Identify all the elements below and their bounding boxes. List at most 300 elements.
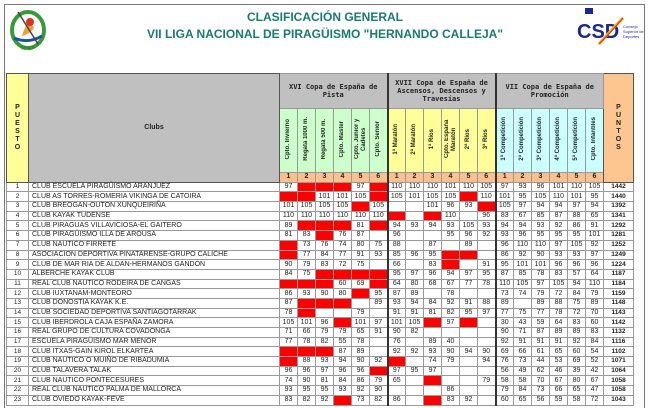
score-cell: 96 [316, 318, 334, 328]
score-cell: 105 [280, 318, 298, 328]
score-cell: 65 [388, 376, 406, 386]
excluded-score-cell [370, 221, 388, 231]
position-cell: 3 [7, 202, 29, 212]
score-cell: 88 [568, 211, 586, 221]
score-cell [424, 289, 442, 299]
score-cell: 95 [460, 308, 478, 318]
points-cell: 1143 [604, 308, 634, 318]
score-cell: 97 [280, 182, 298, 192]
score-cell [406, 260, 424, 270]
score-cell: 83 [424, 260, 442, 270]
score-cell: 95 [316, 386, 334, 396]
score-cell: 95 [442, 231, 460, 241]
score-cell: 82 [298, 395, 316, 405]
score-cell: 76 [496, 357, 514, 367]
club-name-cell: CLUB OVIEDO KAYAK-FEVE [29, 395, 280, 405]
score-cell: 78 [442, 289, 460, 299]
score-cell: 74 [280, 376, 298, 386]
score-cell: 76 [316, 240, 334, 250]
position-cell: 6 [7, 231, 29, 241]
event-number: 3 [316, 173, 334, 183]
event-number: 6 [478, 173, 496, 183]
score-cell: 82 [442, 308, 460, 318]
score-cell: 90 [478, 347, 496, 357]
score-cell: 94 [460, 347, 478, 357]
score-cell: 69 [568, 357, 586, 367]
excluded-score-cell [442, 250, 460, 260]
score-cell [352, 298, 370, 308]
event-header [478, 109, 496, 173]
score-cell: 97 [532, 279, 550, 289]
puntos-label: P U N T O S [615, 103, 622, 151]
score-cell: 89 [532, 298, 550, 308]
score-cell: 58 [568, 395, 586, 405]
score-cell: 86 [568, 221, 586, 231]
score-cell: 101 [586, 231, 604, 241]
event-header [334, 109, 352, 173]
event-header-label: Regata 1000 m. [303, 117, 309, 161]
event-header-label: Cpto. Infantiles [591, 117, 597, 161]
excluded-score-cell [424, 376, 442, 386]
position-cell: 21 [7, 376, 29, 386]
score-cell: 96 [352, 366, 370, 376]
score-cell: 65 [568, 386, 586, 396]
position-cell: 14 [7, 308, 29, 318]
score-cell: 89 [586, 298, 604, 308]
score-cell: 93 [388, 298, 406, 308]
score-cell: 91 [352, 250, 370, 260]
score-cell: 77 [460, 279, 478, 289]
score-cell: 82 [316, 337, 334, 347]
table-row [7, 347, 634, 357]
table-row [7, 260, 634, 270]
points-cell: 1159 [604, 289, 634, 299]
score-cell: 89 [424, 337, 442, 347]
score-cell: 89 [280, 221, 298, 231]
event-header-label: Regata 500 m. [321, 118, 327, 160]
score-cell: 85 [532, 211, 550, 221]
score-cell: 92 [496, 337, 514, 347]
score-cell: 64 [388, 279, 406, 289]
score-cell: 72 [568, 308, 586, 318]
score-cell: 75 [352, 260, 370, 270]
score-cell: 105 [352, 192, 370, 202]
score-cell: 65 [550, 347, 568, 357]
score-cell: 83 [298, 231, 316, 241]
puesto-header [7, 74, 29, 183]
club-name-cell: CLUB PIRAGÜISMO ILLA DE AROUSA [29, 231, 280, 241]
event-header-label: Cpto. España Maratón [443, 119, 457, 159]
score-cell [478, 395, 496, 405]
score-cell: 110 [298, 211, 316, 221]
puntos-header [604, 74, 634, 183]
excluded-score-cell [424, 318, 442, 328]
score-cell: 67 [586, 376, 604, 386]
event-number: 2 [514, 173, 532, 183]
score-cell [478, 289, 496, 299]
table-row [7, 269, 634, 279]
score-cell: 97 [496, 182, 514, 192]
table-row [7, 318, 634, 328]
table-row [7, 289, 634, 299]
score-cell: 97 [352, 182, 370, 192]
points-cell: 1440 [604, 192, 634, 202]
score-cell: 79 [586, 289, 604, 299]
score-cell: 84 [334, 376, 352, 386]
score-cell: 79 [532, 289, 550, 299]
event-header [550, 109, 568, 173]
position-cell: 9 [7, 260, 29, 270]
excluded-score-cell [460, 318, 478, 328]
excluded-score-cell [298, 192, 316, 202]
table-row [7, 240, 634, 250]
club-name-cell: CLUB BREOGAN-OUTON XUNQUEIRIÑA [29, 202, 280, 212]
excluded-score-cell [316, 269, 334, 279]
points-cell: 1058 [604, 386, 634, 396]
score-cell [388, 386, 406, 396]
score-cell: 92 [460, 395, 478, 405]
excluded-score-cell [388, 211, 406, 221]
score-cell: 105 [334, 202, 352, 212]
score-cell: 101 [298, 318, 316, 328]
score-cell: 105 [478, 182, 496, 192]
position-cell: 16 [7, 328, 29, 338]
svg-text:Deportes: Deportes [623, 34, 640, 39]
score-cell: 93 [478, 221, 496, 231]
svg-text:RFEP: RFEP [21, 46, 35, 52]
score-cell: 90 [442, 347, 460, 357]
score-cell: 96 [460, 231, 478, 241]
excluded-score-cell [334, 298, 352, 308]
table-row [7, 337, 634, 347]
score-cell: 92 [388, 347, 406, 357]
score-cell: 90 [298, 376, 316, 386]
excluded-score-cell [280, 357, 298, 367]
score-cell: 61 [532, 347, 550, 357]
club-name-cell: ESCUELA PIRAGÜISMO MAR MENOR [29, 337, 280, 347]
score-cell: 110 [424, 182, 442, 192]
event-number: 1 [280, 173, 298, 183]
score-cell: 96 [298, 366, 316, 376]
score-cell: 49 [514, 366, 532, 376]
score-cell: 80 [334, 289, 352, 299]
score-cell: 85 [388, 250, 406, 260]
points-cell: 1142 [604, 318, 634, 328]
score-cell: 96 [496, 240, 514, 250]
position-cell: 20 [7, 366, 29, 376]
score-cell [460, 386, 478, 396]
score-cell [406, 337, 424, 347]
score-cell: 84 [586, 337, 604, 347]
score-cell: 90 [388, 328, 406, 338]
score-cell: 101 [424, 202, 442, 212]
excluded-score-cell [370, 269, 388, 279]
score-cell: 94 [442, 269, 460, 279]
score-cell: 73 [514, 357, 532, 367]
score-cell: 65 [586, 211, 604, 221]
score-cell: 105 [514, 279, 532, 289]
score-cell: 101 [442, 182, 460, 192]
score-cell: 84 [280, 269, 298, 279]
excluded-score-cell [388, 357, 406, 367]
score-cell: 110 [280, 211, 298, 221]
score-cell [424, 328, 442, 338]
score-cell: 95 [532, 231, 550, 241]
score-cell [478, 337, 496, 347]
excluded-score-cell [298, 221, 316, 231]
points-cell: 1341 [604, 211, 634, 221]
score-cell [406, 395, 424, 405]
score-cell: 87 [424, 240, 442, 250]
score-cell: 81 [280, 231, 298, 241]
score-cell: 77 [496, 308, 514, 318]
score-cell: 75 [514, 308, 532, 318]
classification-table [6, 73, 634, 406]
points-cell: 1224 [604, 260, 634, 270]
score-cell: 110 [514, 240, 532, 250]
excluded-score-cell [460, 192, 478, 202]
score-cell: 105 [316, 202, 334, 212]
score-cell: 101 [514, 260, 532, 270]
score-cell: 101 [550, 182, 568, 192]
event-header-label: 2ª Competición [519, 117, 525, 161]
score-cell: 94 [496, 221, 514, 231]
excluded-score-cell [334, 395, 352, 405]
points-cell: 1116 [604, 337, 634, 347]
score-cell: 101 [406, 192, 424, 202]
score-cell: 56 [496, 366, 514, 376]
event-number: 4 [442, 173, 460, 183]
excluded-score-cell [370, 192, 388, 202]
score-cell: 66 [514, 347, 532, 357]
score-cell: 110 [532, 240, 550, 250]
score-cell: 93 [550, 250, 568, 260]
score-cell: 101 [316, 192, 334, 202]
excluded-score-cell [298, 298, 316, 308]
event-number: 1 [388, 173, 406, 183]
score-cell: 55 [334, 337, 352, 347]
excluded-score-cell [280, 240, 298, 250]
score-cell: 66 [298, 328, 316, 338]
score-cell: 83 [442, 395, 460, 405]
score-cell: 92 [550, 221, 568, 231]
score-cell: 89 [460, 240, 478, 250]
event-header-label: 2ª Ríos [465, 128, 471, 150]
score-cell: 83 [568, 318, 586, 328]
score-cell: 96 [424, 269, 442, 279]
score-cell: 89 [550, 328, 568, 338]
event-header [460, 109, 478, 173]
score-cell: 91 [478, 260, 496, 270]
score-cell: 79 [496, 386, 514, 396]
event-number: 6 [586, 173, 604, 183]
club-name-cell: CLUB IBERDROLA CAJA ESPAÑA ZAMORA [29, 318, 280, 328]
score-cell: 91 [550, 337, 568, 347]
points-cell: 1102 [604, 347, 634, 357]
club-name-cell: CLUB DONOSTIA KAYAK K.E. [29, 298, 280, 308]
score-cell: 93 [424, 347, 442, 357]
score-cell: 30 [496, 318, 514, 328]
score-cell: 72 [550, 289, 568, 299]
score-cell: 96 [478, 211, 496, 221]
score-cell [370, 308, 388, 318]
score-cell [406, 211, 424, 221]
score-cell: 56 [532, 395, 550, 405]
score-cell: 86 [352, 376, 370, 386]
event-number: 2 [298, 173, 316, 183]
score-cell: 83 [550, 269, 568, 279]
score-cell: 67 [550, 376, 568, 386]
score-cell [460, 260, 478, 270]
points-cell: 1392 [604, 202, 634, 212]
points-cell: 1064 [604, 366, 634, 376]
score-cell [406, 240, 424, 250]
score-cell: 77 [298, 250, 316, 260]
score-cell: 101 [532, 260, 550, 270]
table-row [7, 250, 634, 260]
score-cell: 97 [442, 318, 460, 328]
score-cell: 79 [316, 328, 334, 338]
score-cell: 62 [532, 366, 550, 376]
club-name-cell: REAL CLUB NAUTICO PALMA DE MALLORCA [29, 386, 280, 396]
csd-logo [575, 8, 644, 50]
score-cell: 95 [478, 269, 496, 279]
score-cell: 93 [496, 231, 514, 241]
score-cell: 89 [370, 298, 388, 308]
score-cell: 70 [532, 376, 550, 386]
score-cell: 60 [334, 279, 352, 289]
score-cell: 94 [388, 221, 406, 231]
score-cell: 53 [550, 357, 568, 367]
score-cell: 96 [514, 231, 532, 241]
club-name-cell: CLUB NAUTICO FIRRETE [29, 240, 280, 250]
score-cell [460, 376, 478, 386]
score-cell: 78 [550, 308, 568, 318]
score-cell: 79 [334, 328, 352, 338]
score-cell: 75 [568, 298, 586, 308]
points-cell: 1071 [604, 357, 634, 367]
score-cell: 95 [370, 289, 388, 299]
score-cell: 93 [334, 386, 352, 396]
points-cell: 1442 [604, 182, 634, 192]
points-cell: 1281 [604, 231, 634, 241]
event-header [514, 109, 532, 173]
score-cell: 78 [280, 308, 298, 318]
score-cell: 72 [586, 395, 604, 405]
position-cell: 19 [7, 357, 29, 367]
position-cell: 23 [7, 395, 29, 405]
position-cell: 10 [7, 269, 29, 279]
score-cell: 66 [388, 260, 406, 270]
excluded-score-cell [316, 298, 334, 308]
event-header [442, 109, 460, 173]
event-number: 5 [568, 173, 586, 183]
score-cell: 79 [298, 260, 316, 270]
excluded-score-cell [280, 192, 298, 202]
score-cell: 90 [316, 289, 334, 299]
table-row [7, 376, 634, 386]
score-cell: 83 [586, 328, 604, 338]
score-cell: 60 [568, 347, 586, 357]
excluded-score-cell [352, 289, 370, 299]
score-cell: 94 [568, 279, 586, 289]
score-cell: 96 [532, 182, 550, 192]
score-cell: 71 [280, 328, 298, 338]
score-cell: 90 [370, 386, 388, 396]
points-cell: 1292 [604, 221, 634, 231]
score-cell: 88 [550, 298, 568, 308]
score-cell: 97 [514, 202, 532, 212]
club-name-cell: REAL CLUB NAUTICO RODEIRA DE CANGAS [29, 279, 280, 289]
score-cell: 96 [568, 260, 586, 270]
score-cell: 42 [586, 366, 604, 376]
score-cell: 110 [568, 182, 586, 192]
score-cell [442, 376, 460, 386]
score-cell: 57 [568, 269, 586, 279]
event-header-label: 1ª Maratón [393, 123, 400, 155]
score-cell: 87 [334, 347, 352, 357]
score-cell [370, 347, 388, 357]
position-cell: 11 [7, 279, 29, 289]
club-name-cell: CLUB SOCIEDAD DEPORTIVA SANTIAGOTARRAK [29, 308, 280, 318]
score-cell: 64 [586, 269, 604, 279]
score-cell: 74 [424, 357, 442, 367]
excluded-score-cell [298, 308, 316, 318]
score-cell: 96 [550, 260, 568, 270]
event-header-label: 4ª Competición [555, 117, 561, 161]
score-cell [442, 240, 460, 250]
score-cell: 65 [352, 328, 370, 338]
score-cell: 94 [550, 202, 568, 212]
score-cell: 73 [496, 289, 514, 299]
excluded-score-cell [478, 202, 496, 212]
score-cell: 97 [568, 202, 586, 212]
score-cell: 93 [370, 250, 388, 260]
event-header [370, 109, 388, 173]
score-cell: 47 [586, 386, 604, 396]
score-cell: 95 [586, 192, 604, 202]
club-name-cell: CLUB NAUTICO O MUIÑO DE RIBADUMIA [29, 357, 280, 367]
score-cell: 69 [496, 347, 514, 357]
score-cell [478, 318, 496, 328]
score-cell: 92 [352, 386, 370, 396]
event-header [586, 109, 604, 173]
score-cell: 60 [586, 318, 604, 328]
event-header-label: Cpto. Master [339, 120, 345, 158]
club-name-cell: CLUB KAYAK TUDENSE [29, 211, 280, 221]
score-cell: 91 [388, 308, 406, 318]
score-cell: 93 [514, 182, 532, 192]
score-cell [370, 337, 388, 347]
table-row [7, 357, 634, 367]
score-cell [406, 202, 424, 212]
score-cell: 73 [352, 395, 370, 405]
points-cell: 1058 [604, 376, 634, 386]
club-name-cell: CLUB ITXAS-GAIN KIROL ELKARTEA [29, 347, 280, 357]
score-cell [424, 231, 442, 241]
excluded-score-cell [280, 279, 298, 289]
score-cell: 81 [424, 308, 442, 318]
excluded-score-cell [316, 182, 334, 192]
position-cell: 18 [7, 347, 29, 357]
score-cell: 66 [550, 386, 568, 396]
event-header-label: Cpto. Invierno [285, 118, 291, 160]
score-cell: 73 [298, 240, 316, 250]
position-cell: 2 [7, 192, 29, 202]
score-cell: 77 [532, 308, 550, 318]
score-cell: 89 [568, 328, 586, 338]
score-cell: 87 [496, 269, 514, 279]
